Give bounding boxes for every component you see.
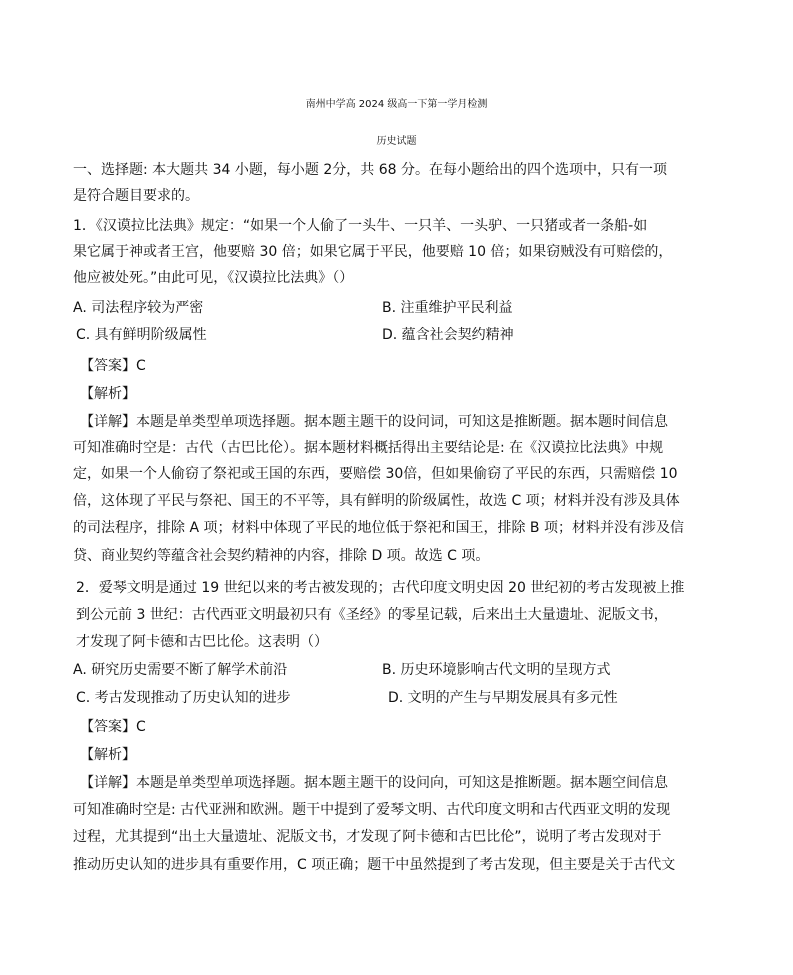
q2-option-a: A. 研究历史需要不断了解学术前沿: [73, 662, 288, 678]
exam-title: 南州中学高 2024 级高一下第一学月检测: [305, 99, 488, 110]
answer-value: C: [136, 358, 146, 374]
answer-value: C: [136, 719, 146, 735]
q2-detail-line-1: [73, 773, 668, 793]
q2-option-d: D. 文明的产生与早期发展具有多元性: [388, 690, 618, 706]
q1-detail-line-6: 贷、商业契约等蕴含社会契约精神的内容，排除 D 项。故选 C 项。: [73, 548, 490, 564]
detail-label: 【详解】: [80, 775, 136, 791]
q1-option-d: D. 蕴含社会契约精神: [382, 327, 514, 343]
subject-title: 历史试题: [376, 136, 417, 147]
answer-label: 【答案】: [80, 358, 136, 374]
q2-option-c: C. 考古发现推动了历史认知的进步: [76, 690, 291, 706]
q2-detail-line-4: 推动历史认知的进步具有重要作用，C 项正确；题干中虽然提到了考古发现，但主要是关于古代文: [73, 857, 676, 873]
q1-option-b: B. 注重维护平民利益: [382, 300, 513, 316]
q1-option-a: A. 司法程序较为严密: [73, 300, 204, 316]
detail-text: 本题是单类型单项选择题。据本题主题干的设问词，可知这是推断题。据本题时间信息: [136, 414, 668, 430]
q1-stem-line-3: 他应被处死。”由此可见，《汉谟拉比法典》（）: [73, 270, 354, 286]
q1-answer: [80, 356, 146, 376]
section-instructions-line-1: 一、选择题: 本大题共 34 小题，每小题 2分，共 68 分。在每小题给出的四个选项中，只有一项: [73, 162, 667, 178]
q2-option-b: B. 历史环境影响古代文明的呈现方式: [382, 662, 611, 678]
q1-detail-line-3: 定，如果一个人偷窃了祭祀或王国的东西，要赔偿 30倍，但如果偷窃了平民的东西，只需赔偿 10: [73, 466, 678, 482]
q2-detail-line-2: 可知准确时空是: 古代亚洲和欧洲。题干中提到了爱琴文明、古代印度文明和古代西亚文明的发现: [73, 802, 671, 818]
q2-stem-line-1: 2．爱琴文明是通过 19 世纪以来的考古被发现的；古代印度文明史因 20 世纪初的考古发现被上推: [76, 580, 685, 596]
answer-label: 【答案】: [80, 719, 136, 735]
q1-detail-line-4: 倍，这体现了平民与祭祀、国王的不平等，具有鲜明的阶级属性，故选 C 项；材料并没有涉及具体: [73, 493, 680, 509]
section-instructions-line-2: 是符合题目要求的。: [73, 188, 199, 204]
q2-answer: [80, 717, 146, 737]
q2-stem-line-2: 到公元前 3 世纪：古代西亚文明最初只有《圣经》的零星记载，后来出土大量遗址、泥版文书，: [76, 607, 668, 623]
q2-detail-line-3: 过程，尤其提到“出土大量遗址、泥版文书，才发现了阿卡德和古巴比伦”，说明了考古发现对于: [73, 829, 662, 845]
q1-detail-line-5: 的司法程序，排除 A 项；材料中体现了平民的地位低于祭祀和国王，排除 B 项；材料并没有涉及信: [73, 520, 684, 536]
q1-option-c: C. 具有鲜明阶级属性: [76, 327, 207, 343]
q1-analysis-label: 【解析】: [80, 386, 136, 402]
detail-text: 本题是单类型单项选择题。据本题主题干的设问向，可知这是推断题。据本题空间信息: [136, 775, 668, 791]
q1-stem-line-2: 果它属于神或者王宫，他要赔 30 倍；如果它属于平民，他要赔 10 倍；如果窃贼没有可赔偿的，: [73, 244, 673, 260]
q1-stem-line-1: 1．《汉谟拉比法典》规定：“如果一个人偷了一头牛、一只羊、一头驴、一只猪或者一条船-如: [73, 218, 648, 234]
q1-detail-line-2: 可知准确时空是：古代（古巴比伦）。据本题材料概括得出主要结论是: 在《汉谟拉比法典》中规: [73, 440, 664, 456]
q1-detail-line-1: [73, 412, 668, 432]
q2-analysis-label: 【解析】: [80, 747, 136, 763]
detail-label: 【详解】: [80, 414, 136, 430]
q2-stem-line-3: 才发现了阿卡德和古巴比伦。这表明（）: [76, 634, 328, 650]
